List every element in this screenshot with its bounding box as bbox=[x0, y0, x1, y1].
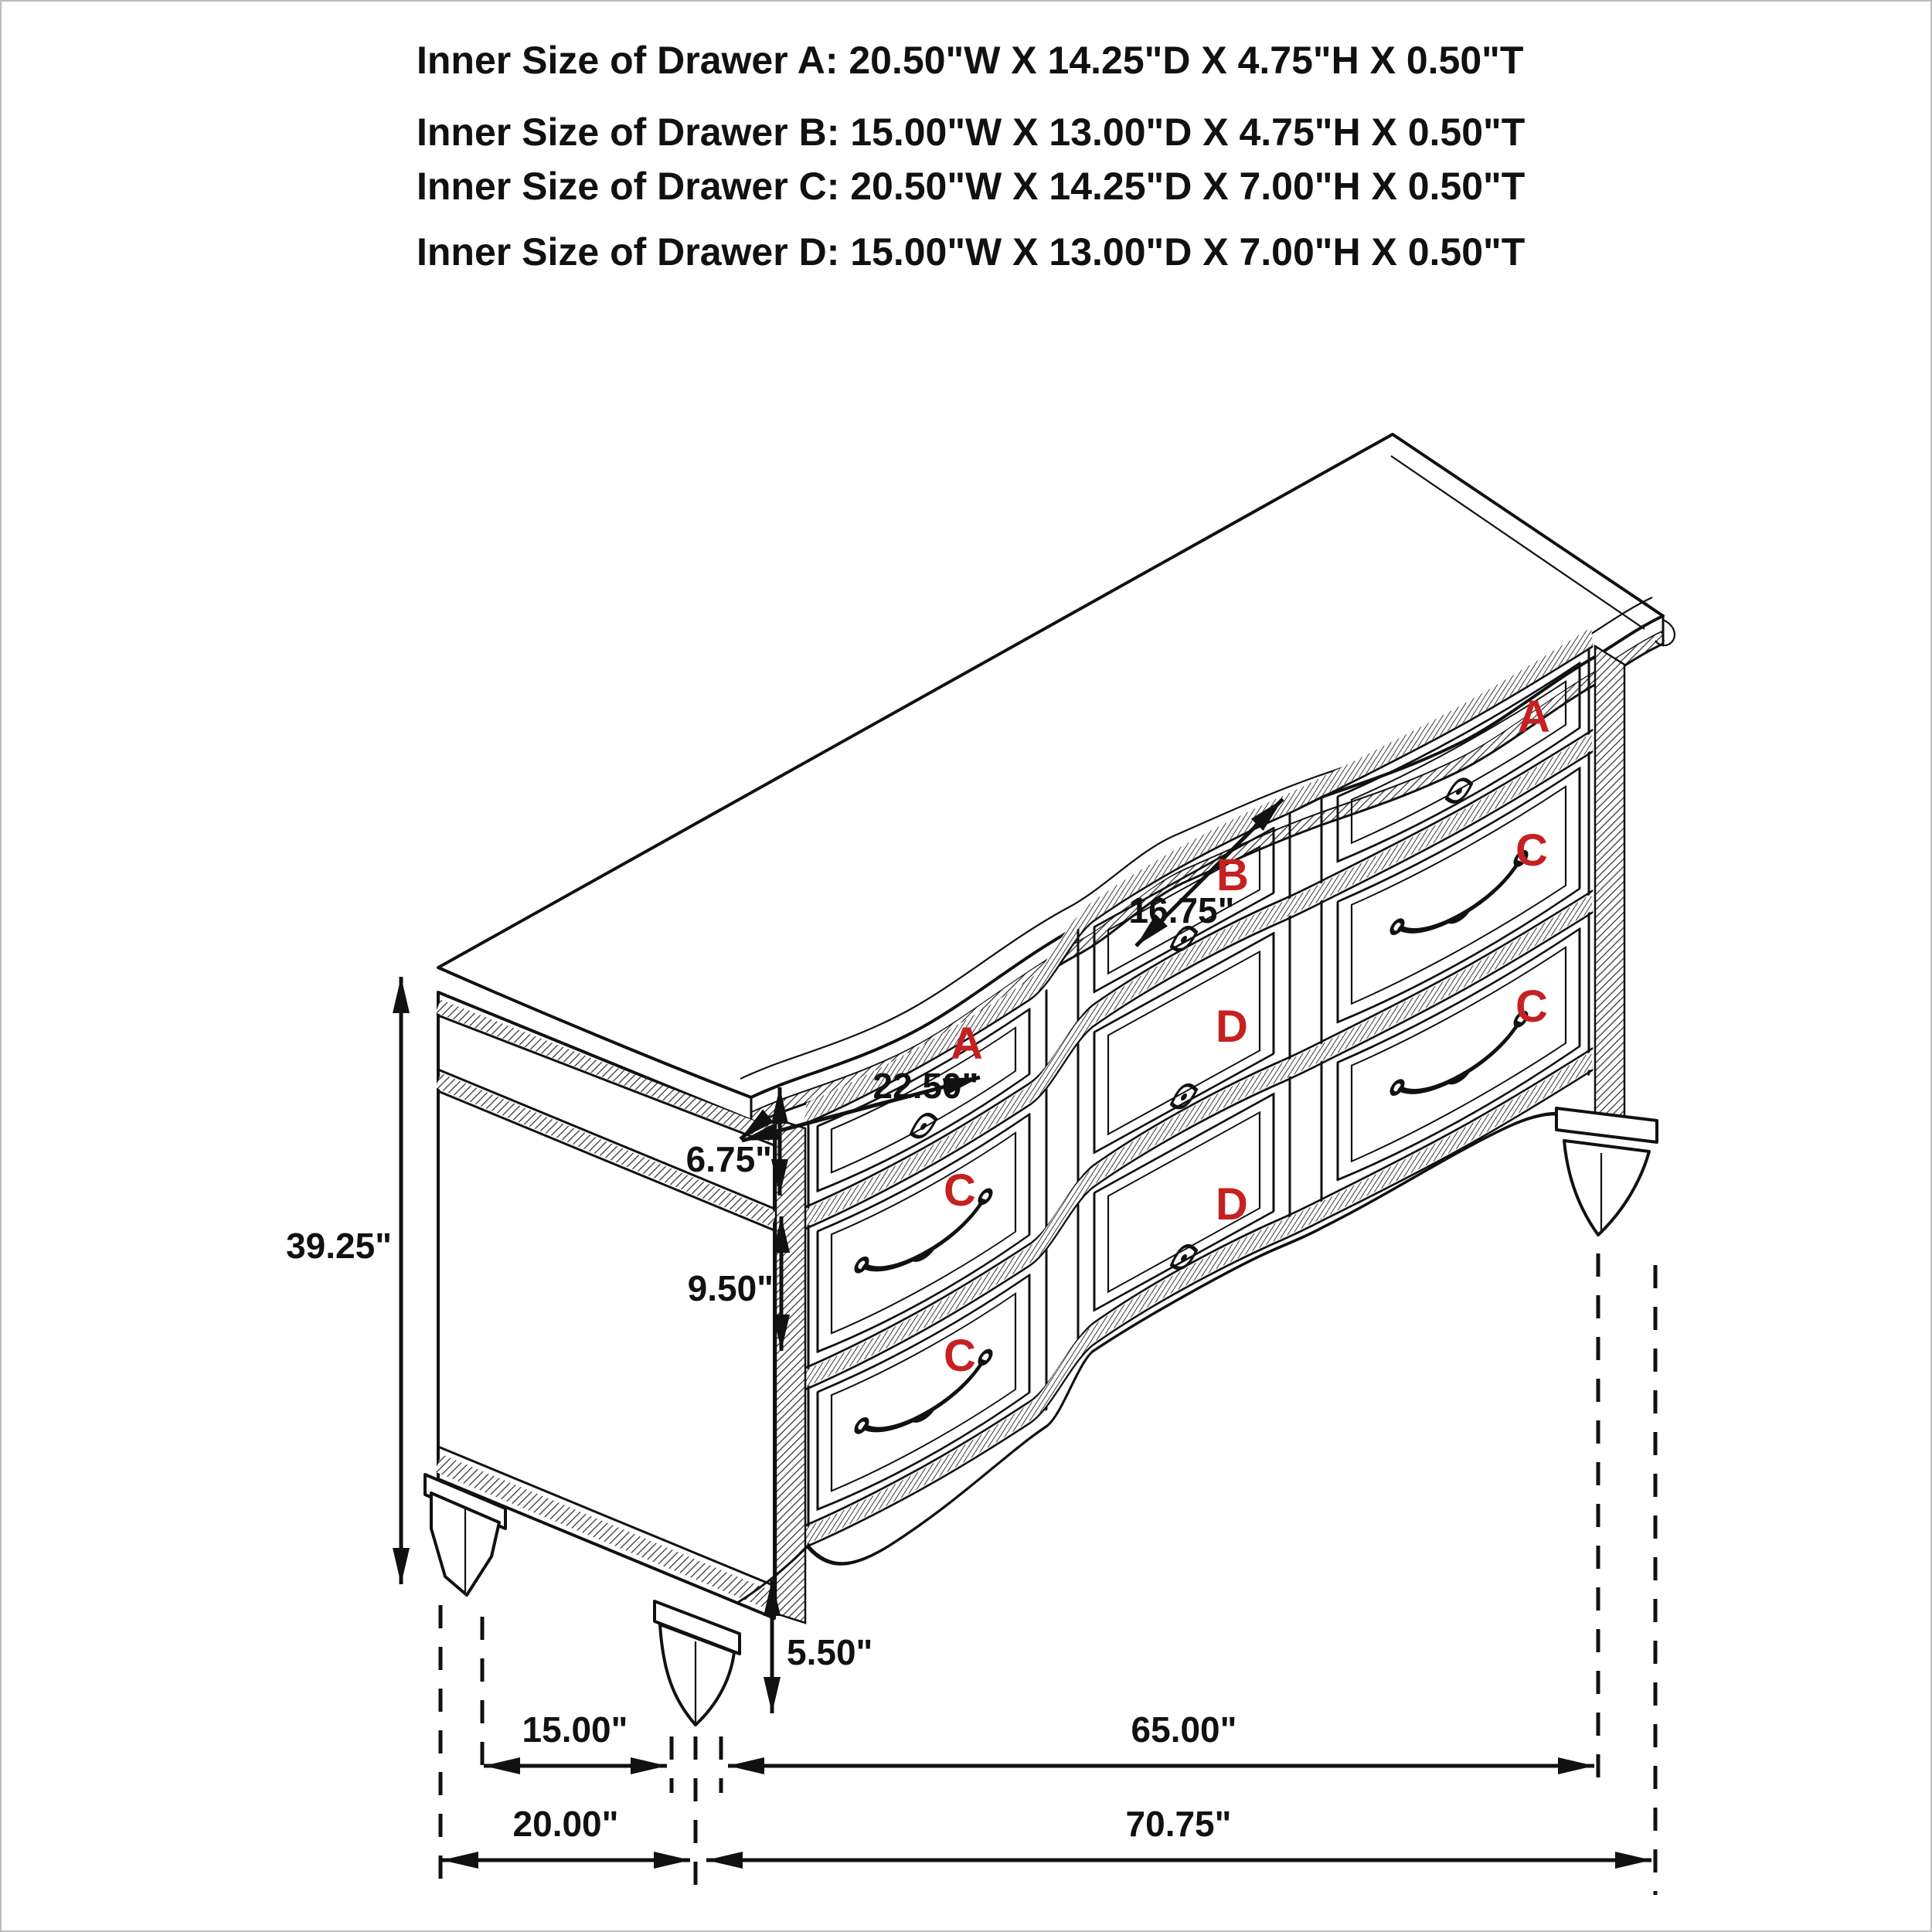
spec-line-drawer-b: Inner Size of Drawer B: 15.00"W X 13.00"D X 4.75"H X 0.50"T bbox=[417, 111, 1526, 154]
front-right-leg bbox=[1556, 1108, 1657, 1235]
front-right-leg-body bbox=[1564, 1141, 1649, 1235]
dresser-diagram bbox=[2, 2, 1932, 1932]
dim-right-bay-label: 65.00" bbox=[1131, 1709, 1237, 1750]
label-drawer-c-right-upper: C bbox=[1515, 825, 1548, 876]
dim-lower-drawer-height-label: 9.50" bbox=[687, 1268, 774, 1308]
top-surface bbox=[438, 434, 1663, 1097]
dim-drawer-b-width-label: 16.75" bbox=[1128, 890, 1235, 930]
dim-left-bay bbox=[484, 1709, 667, 1766]
label-drawer-d-bottom: D bbox=[1216, 1179, 1248, 1230]
front-right-leg-cap bbox=[1556, 1108, 1657, 1142]
label-drawer-b: B bbox=[1216, 850, 1249, 900]
label-drawer-a-left: A bbox=[951, 1019, 983, 1069]
dim-left-bay-label: 15.00" bbox=[522, 1709, 628, 1750]
dresser-top bbox=[438, 434, 1675, 1127]
spec-line-drawer-d: Inner Size of Drawer D: 15.00"W X 13.00"D X 7.00"H X 0.50"T bbox=[417, 230, 1526, 274]
label-drawer-c-left-middle: C bbox=[944, 1165, 976, 1216]
label-drawer-a-right: A bbox=[1518, 692, 1550, 742]
dim-total-depth-label: 20.00" bbox=[512, 1804, 619, 1844]
spec-line-drawer-c: Inner Size of Drawer C: 20.50"W X 14.25"D X 7.00"H X 0.50"T bbox=[417, 165, 1526, 208]
label-drawer-c-right-lower: C bbox=[1515, 981, 1548, 1032]
label-drawer-d-middle: D bbox=[1216, 1002, 1248, 1052]
dim-right-bay bbox=[728, 1709, 1594, 1766]
dim-drawer-a-width-label: 22.50" bbox=[872, 1066, 979, 1106]
dim-total-width bbox=[706, 1804, 1651, 1860]
drawer-a-left-knob bbox=[911, 1109, 936, 1143]
dim-total-width-label: 70.75" bbox=[1125, 1804, 1232, 1844]
front-left-leg bbox=[655, 1601, 740, 1725]
dim-total-depth bbox=[442, 1804, 690, 1860]
label-drawer-c-left-bottom: C bbox=[944, 1331, 976, 1381]
dim-total-height-label: 39.25" bbox=[286, 1226, 392, 1266]
corner-stile-right bbox=[1595, 646, 1624, 1122]
dim-top-drawer-height-label: 6.75" bbox=[685, 1139, 772, 1179]
dim-leg-height-label: 5.50" bbox=[787, 1632, 873, 1672]
dim-total-height bbox=[286, 977, 401, 1584]
spec-line-drawer-a: Inner Size of Drawer A: 20.50"W X 14.25"D X 4.75"H X 0.50"T bbox=[417, 39, 1524, 82]
